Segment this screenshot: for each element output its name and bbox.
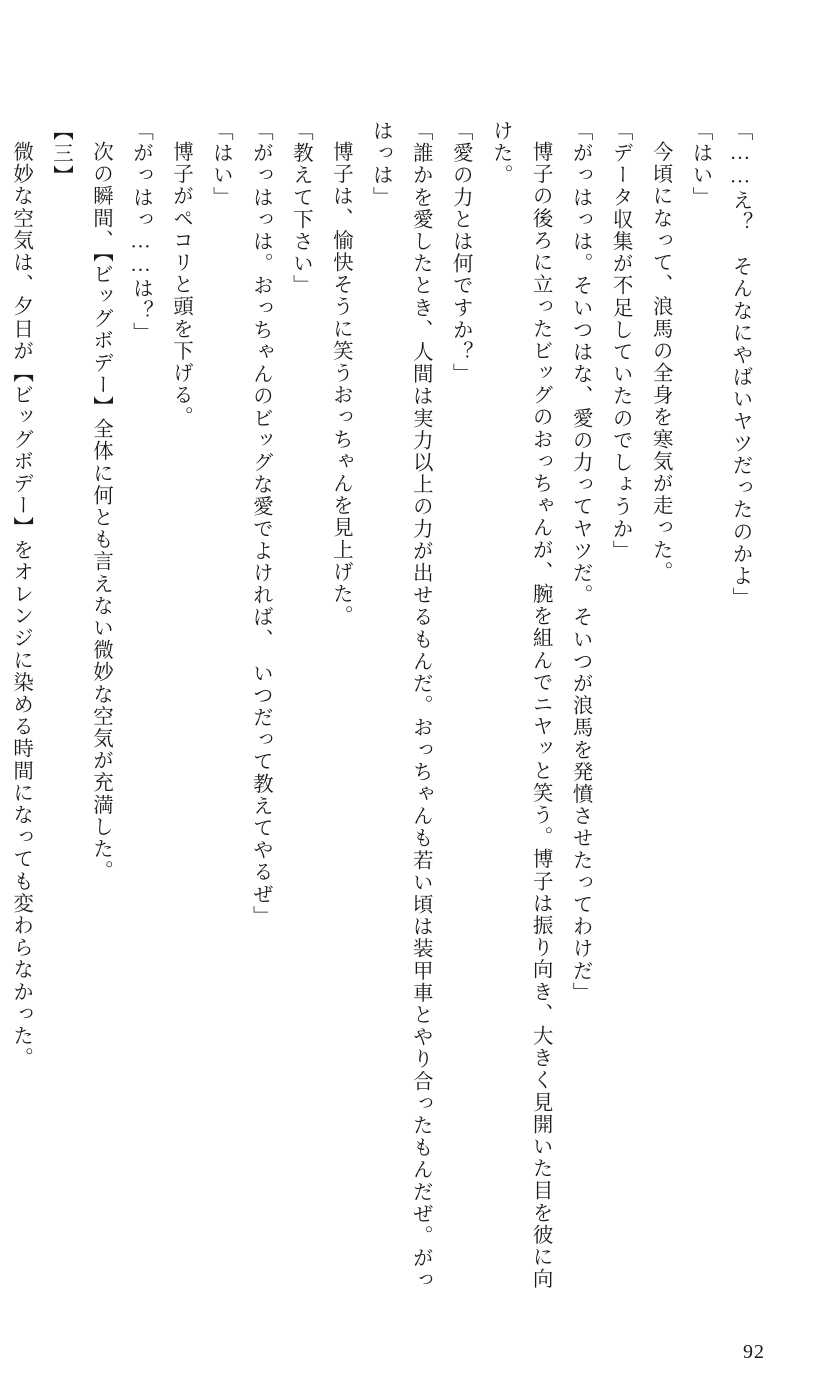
text-line: 博子の後ろに立ったビッグのおっちゃんが、腕を組んでニヤッと笑う。博子は振り向き、大きく見開いた目を彼に向けた。	[489, 120, 552, 1291]
section-break-marker: 【三】	[49, 120, 72, 188]
text-line: 博子は、愉快そうに笑うおっちゃんを見上げた。	[329, 141, 352, 628]
text-line: 「誰かを愛したとき、人間は実力以上の力が出せるもんだ。おっちゃんも若い頃は装甲車とやり合ったもんだぜ。がっはっは」	[369, 120, 432, 1292]
text-line: 「教えて下さい」	[289, 120, 312, 297]
text-line: 今頃になって、浪馬の全身を寒気が走った。	[649, 141, 672, 583]
text-line: 博子がペコリと頭を下げる。	[169, 141, 192, 429]
page-number: 92	[743, 1341, 765, 1363]
text-line: 「データ収集が不足していたのでしょうか」	[609, 120, 632, 562]
text-line: 「はい」	[689, 120, 712, 209]
text-line: 次の瞬間、【ビッグボデー】全体に何とも言えない微妙な空気が充満した。	[89, 141, 112, 883]
text-line: 「はい」	[209, 120, 232, 209]
text-line: 「がっはっ……は？」	[129, 120, 152, 344]
text-line: 「愛の力とは何ですか？」	[449, 120, 472, 386]
vertical-text-body	[0, 120, 759, 1300]
text-line: 微妙な空気は、夕日が【ビッグボデー】をオレンジに染める時間になっても変わらなかった。	[9, 141, 32, 1070]
text-line: 「がっはっは。おっちゃんのビッグな愛でよければ、 いつだって教えてやるぜ」	[249, 120, 272, 928]
text-line: 「がっはっは。そいつはな、愛の力ってヤツだ。そいつが浪馬を発憤させたってわけだ」	[569, 120, 592, 1004]
text-line: 「……え？ そんなにやばいヤツだったのかよ」	[729, 120, 751, 610]
